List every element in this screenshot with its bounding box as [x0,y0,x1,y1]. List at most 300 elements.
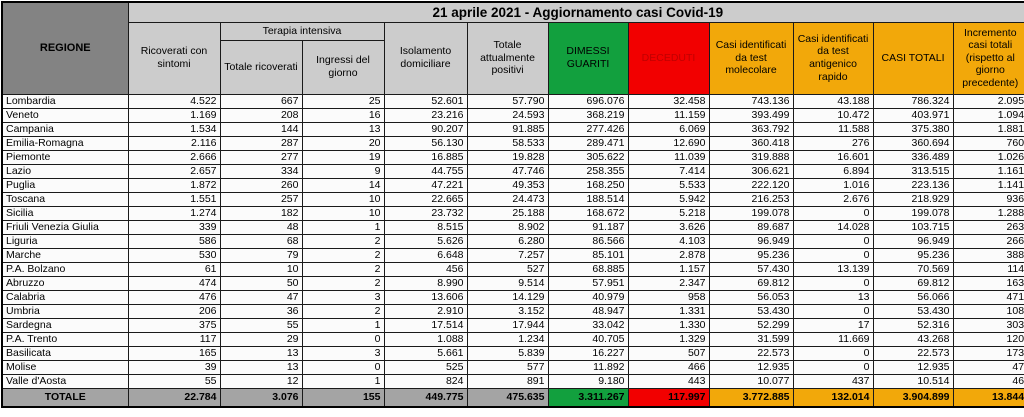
value-cell: 4.103 [628,234,709,248]
value-cell: 1.274 [128,206,220,220]
value-cell: 336.489 [873,150,953,164]
value-cell: 2 [302,248,384,262]
value-cell: 525 [384,360,467,374]
value-cell: 471 [953,290,1024,304]
value-cell: 50 [220,276,302,290]
region-name: Piemonte [2,150,128,164]
value-cell: 277 [220,150,302,164]
column-header-totale-ricoverati: Totale ricoverati [220,40,302,94]
value-cell: 2.116 [128,136,220,150]
value-cell: 2 [302,234,384,248]
table-row [2,248,1024,262]
table-row [2,220,1024,234]
value-cell: 10 [220,262,302,276]
value-cell: 507 [628,346,709,360]
value-cell: 3 [302,290,384,304]
value-cell: 25 [302,94,384,108]
value-cell: 47.221 [384,178,467,192]
value-cell: 9.180 [548,374,628,388]
value-cell: 1.288 [953,206,1024,220]
value-cell: 11.892 [548,360,628,374]
total-label: TOTALE [2,388,128,407]
value-cell: 16 [302,108,384,122]
value-cell: 6.069 [628,122,709,136]
value-cell: 47 [220,290,302,304]
table-row [2,374,1024,388]
value-cell: 4.522 [128,94,220,108]
value-cell: 79 [220,248,302,262]
value-cell: 0 [793,276,873,290]
value-cell: 223.136 [873,178,953,192]
value-cell: 260 [220,178,302,192]
value-cell: 1.534 [128,122,220,136]
column-header-terapia-intensiva: Terapia intensiva [220,22,384,40]
value-cell: 2.095 [953,94,1024,108]
table-row [2,318,1024,332]
value-cell: 49.353 [467,178,548,192]
column-header-casi-totali: CASI TOTALI [873,22,953,94]
value-cell: 222.120 [709,178,793,192]
total-value-cell: 13.844 [953,388,1024,407]
value-cell: 32.458 [628,94,709,108]
value-cell: 6.280 [467,234,548,248]
value-cell: 1.169 [128,108,220,122]
value-cell: 165 [128,346,220,360]
value-cell: 11.669 [793,332,873,346]
value-cell: 19.828 [467,150,548,164]
region-name: Veneto [2,108,128,122]
value-cell: 305.622 [548,150,628,164]
value-cell: 5.218 [628,206,709,220]
table-row [2,108,1024,122]
value-cell: 527 [467,262,548,276]
value-cell: 91.885 [467,122,548,136]
value-cell: 13 [793,290,873,304]
value-cell: 11.039 [628,150,709,164]
value-cell: 577 [467,360,548,374]
value-cell: 56.053 [709,290,793,304]
value-cell: 3 [302,346,384,360]
value-cell: 1.141 [953,178,1024,192]
value-cell: 69.812 [709,276,793,290]
value-cell: 824 [384,374,467,388]
value-cell: 1.157 [628,262,709,276]
total-row [2,388,1024,407]
value-cell: 2.878 [628,248,709,262]
table-row [2,276,1024,290]
value-cell: 360.418 [709,136,793,150]
region-name: Calabria [2,290,128,304]
value-cell: 1.329 [628,332,709,346]
value-cell: 85.101 [548,248,628,262]
value-cell: 33.042 [548,318,628,332]
value-cell: 57.951 [548,276,628,290]
value-cell: 363.792 [709,122,793,136]
value-cell: 95.236 [873,248,953,262]
column-header-regione: REGIONE [2,2,128,94]
value-cell: 319.888 [709,150,793,164]
region-name: Puglia [2,178,128,192]
value-cell: 375.380 [873,122,953,136]
value-cell: 474 [128,276,220,290]
value-cell: 39 [128,360,220,374]
region-name: Umbria [2,304,128,318]
value-cell: 6.648 [384,248,467,262]
value-cell: 216.253 [709,192,793,206]
value-cell: 58.533 [467,136,548,150]
table-row [2,178,1024,192]
value-cell: 206 [128,304,220,318]
value-cell: 68 [220,234,302,248]
value-cell: 173 [953,346,1024,360]
value-cell: 163 [953,276,1024,290]
value-cell: 2.676 [793,192,873,206]
value-cell: 57.430 [709,262,793,276]
total-value-cell: 449.775 [384,388,467,407]
value-cell: 2 [302,262,384,276]
value-cell: 1 [302,318,384,332]
value-cell: 9.514 [467,276,548,290]
header-row-upper [2,22,1024,40]
region-name: Emilia-Romagna [2,136,128,150]
total-value-cell: 132.014 [793,388,873,407]
table-row [2,206,1024,220]
value-cell: 530 [128,248,220,262]
value-cell: 22.665 [384,192,467,206]
value-cell: 188.514 [548,192,628,206]
value-cell: 46 [953,374,1024,388]
value-cell: 53.430 [709,304,793,318]
value-cell: 14.129 [467,290,548,304]
table-row [2,136,1024,150]
value-cell: 89.687 [709,220,793,234]
table-row [2,164,1024,178]
value-cell: 12.935 [873,360,953,374]
value-cell: 16.227 [548,346,628,360]
value-cell: 117 [128,332,220,346]
value-cell: 12.690 [628,136,709,150]
value-cell: 456 [384,262,467,276]
value-cell: 5.661 [384,346,467,360]
value-cell: 5.839 [467,346,548,360]
value-cell: 1.016 [793,178,873,192]
value-cell: 40.979 [548,290,628,304]
value-cell: 86.566 [548,234,628,248]
value-cell: 266 [953,234,1024,248]
value-cell: 1.026 [953,150,1024,164]
value-cell: 743.136 [709,94,793,108]
value-cell: 48.947 [548,304,628,318]
column-header-dimessi-guariti: DIMESSI GUARITI [548,22,628,94]
table-row [2,290,1024,304]
region-name: Liguria [2,234,128,248]
value-cell: 90.207 [384,122,467,136]
value-cell: 2 [302,276,384,290]
table-row [2,332,1024,346]
value-cell: 23.732 [384,206,467,220]
value-cell: 70.569 [873,262,953,276]
region-name: Campania [2,122,128,136]
value-cell: 8.515 [384,220,467,234]
table-body [2,94,1024,388]
value-cell: 8.902 [467,220,548,234]
total-value-cell: 22.784 [128,388,220,407]
column-header-ingressi-giorno: Ingressi del giorno [302,40,384,94]
value-cell: 10.472 [793,108,873,122]
table-row [2,150,1024,164]
value-cell: 144 [220,122,302,136]
column-header-test-antigenico: Casi identificati da test antigenico rapido [793,22,873,94]
value-cell: 48 [220,220,302,234]
value-cell: 55 [220,318,302,332]
region-name: Valle d'Aosta [2,374,128,388]
total-value-cell: 3.772.885 [709,388,793,407]
value-cell: 208 [220,108,302,122]
value-cell: 25.188 [467,206,548,220]
value-cell: 466 [628,360,709,374]
column-header-deceduti: DECEDUTI [628,22,709,94]
value-cell: 393.499 [709,108,793,122]
value-cell: 96.949 [873,234,953,248]
value-cell: 56.130 [384,136,467,150]
value-cell: 2.347 [628,276,709,290]
value-cell: 19 [302,150,384,164]
value-cell: 1.094 [953,108,1024,122]
value-cell: 182 [220,206,302,220]
value-cell: 313.515 [873,164,953,178]
value-cell: 3.152 [467,304,548,318]
value-cell: 168.250 [548,178,628,192]
value-cell: 52.299 [709,318,793,332]
value-cell: 44.755 [384,164,467,178]
region-name: Lazio [2,164,128,178]
value-cell: 5.626 [384,234,467,248]
value-cell: 0 [302,332,384,346]
value-cell: 586 [128,234,220,248]
column-header-incremento: Incremento casi totali (rispetto al giorno precedente) [953,22,1024,94]
value-cell: 14 [302,178,384,192]
value-cell: 3.626 [628,220,709,234]
column-header-attualmente-positivi: Totale attualmente positivi [467,22,548,94]
value-cell: 334 [220,164,302,178]
value-cell: 29 [220,332,302,346]
total-value-cell: 155 [302,388,384,407]
value-cell: 786.324 [873,94,953,108]
value-cell: 57.790 [467,94,548,108]
value-cell: 114 [953,262,1024,276]
value-cell: 360.694 [873,136,953,150]
value-cell: 53.430 [873,304,953,318]
value-cell: 760 [953,136,1024,150]
covid-cases-table [1,1,1024,408]
value-cell: 12 [220,374,302,388]
value-cell: 258.355 [548,164,628,178]
region-name: Basilicata [2,346,128,360]
value-cell: 1.161 [953,164,1024,178]
value-cell: 10 [302,192,384,206]
total-value-cell: 3.076 [220,388,302,407]
column-header-isolamento: Isolamento domiciliare [384,22,467,94]
value-cell: 1.331 [628,304,709,318]
value-cell: 24.473 [467,192,548,206]
total-value-cell: 475.635 [467,388,548,407]
value-cell: 13 [220,346,302,360]
value-cell: 7.257 [467,248,548,262]
region-name: Lombardia [2,94,128,108]
value-cell: 95.236 [709,248,793,262]
value-cell: 1 [302,220,384,234]
total-value-cell: 117.997 [628,388,709,407]
value-cell: 1 [302,374,384,388]
value-cell: 339 [128,220,220,234]
table-row [2,192,1024,206]
title-row [2,2,1024,22]
value-cell: 36 [220,304,302,318]
value-cell: 168.672 [548,206,628,220]
value-cell: 108 [953,304,1024,318]
value-cell: 6.894 [793,164,873,178]
column-header-ricoverati: Ricoverati con sintomi [128,22,220,94]
table-row [2,360,1024,374]
value-cell: 375 [128,318,220,332]
value-cell: 23.216 [384,108,467,122]
value-cell: 1.088 [384,332,467,346]
value-cell: 2.657 [128,164,220,178]
value-cell: 16.601 [793,150,873,164]
region-name: Friuli Venezia Giulia [2,220,128,234]
value-cell: 368.219 [548,108,628,122]
value-cell: 68.885 [548,262,628,276]
value-cell: 8.990 [384,276,467,290]
value-cell: 20 [302,136,384,150]
value-cell: 263 [953,220,1024,234]
region-name: P.A. Trento [2,332,128,346]
value-cell: 0 [793,360,873,374]
value-cell: 0 [793,304,873,318]
region-name: Molise [2,360,128,374]
value-cell: 17.514 [384,318,467,332]
value-cell: 0 [793,248,873,262]
value-cell: 13.139 [793,262,873,276]
value-cell: 56.066 [873,290,953,304]
page-title: 21 aprile 2021 - Aggiornamento casi Covid-19 [128,2,1024,22]
value-cell: 1.551 [128,192,220,206]
value-cell: 403.971 [873,108,953,122]
value-cell: 52.601 [384,94,467,108]
value-cell: 43.188 [793,94,873,108]
value-cell: 13.606 [384,290,467,304]
value-cell: 277.426 [548,122,628,136]
value-cell: 22.573 [709,346,793,360]
table-row [2,94,1024,108]
value-cell: 199.078 [873,206,953,220]
value-cell: 5.533 [628,178,709,192]
value-cell: 443 [628,374,709,388]
value-cell: 0 [793,234,873,248]
region-name: P.A. Bolzano [2,262,128,276]
region-name: Marche [2,248,128,262]
value-cell: 17.944 [467,318,548,332]
value-cell: 91.187 [548,220,628,234]
value-cell: 218.929 [873,192,953,206]
total-value-cell: 3.311.267 [548,388,628,407]
value-cell: 0 [302,360,384,374]
value-cell: 0 [793,346,873,360]
value-cell: 10.514 [873,374,953,388]
value-cell: 936 [953,192,1024,206]
value-cell: 437 [793,374,873,388]
value-cell: 476 [128,290,220,304]
value-cell: 10 [302,206,384,220]
value-cell: 0 [793,206,873,220]
value-cell: 696.076 [548,94,628,108]
region-name: Sardegna [2,318,128,332]
value-cell: 667 [220,94,302,108]
value-cell: 257 [220,192,302,206]
value-cell: 69.812 [873,276,953,290]
value-cell: 891 [467,374,548,388]
value-cell: 13 [220,360,302,374]
value-cell: 388 [953,248,1024,262]
column-header-test-molecolare: Casi identificati da test molecolare [709,22,793,94]
value-cell: 287 [220,136,302,150]
value-cell: 31.599 [709,332,793,346]
value-cell: 22.573 [873,346,953,360]
table-row [2,304,1024,318]
value-cell: 13 [302,122,384,136]
value-cell: 17 [793,318,873,332]
value-cell: 303 [953,318,1024,332]
region-name: Abruzzo [2,276,128,290]
value-cell: 2 [302,304,384,318]
value-cell: 96.949 [709,234,793,248]
value-cell: 12.935 [709,360,793,374]
value-cell: 5.942 [628,192,709,206]
value-cell: 14.028 [793,220,873,234]
value-cell: 1.881 [953,122,1024,136]
value-cell: 2.910 [384,304,467,318]
value-cell: 1.234 [467,332,548,346]
table-row [2,122,1024,136]
value-cell: 10.077 [709,374,793,388]
value-cell: 24.593 [467,108,548,122]
region-name: Toscana [2,192,128,206]
value-cell: 16.885 [384,150,467,164]
value-cell: 55 [128,374,220,388]
region-name: Sicilia [2,206,128,220]
value-cell: 1.872 [128,178,220,192]
value-cell: 43.268 [873,332,953,346]
value-cell: 9 [302,164,384,178]
value-cell: 11.159 [628,108,709,122]
value-cell: 52.316 [873,318,953,332]
value-cell: 2.666 [128,150,220,164]
value-cell: 61 [128,262,220,276]
value-cell: 958 [628,290,709,304]
value-cell: 7.414 [628,164,709,178]
table-row [2,234,1024,248]
value-cell: 120 [953,332,1024,346]
value-cell: 306.621 [709,164,793,178]
value-cell: 1.330 [628,318,709,332]
value-cell: 47 [953,360,1024,374]
table-row [2,262,1024,276]
value-cell: 199.078 [709,206,793,220]
value-cell: 40.705 [548,332,628,346]
table-row [2,346,1024,360]
value-cell: 47.746 [467,164,548,178]
total-value-cell: 3.904.899 [873,388,953,407]
